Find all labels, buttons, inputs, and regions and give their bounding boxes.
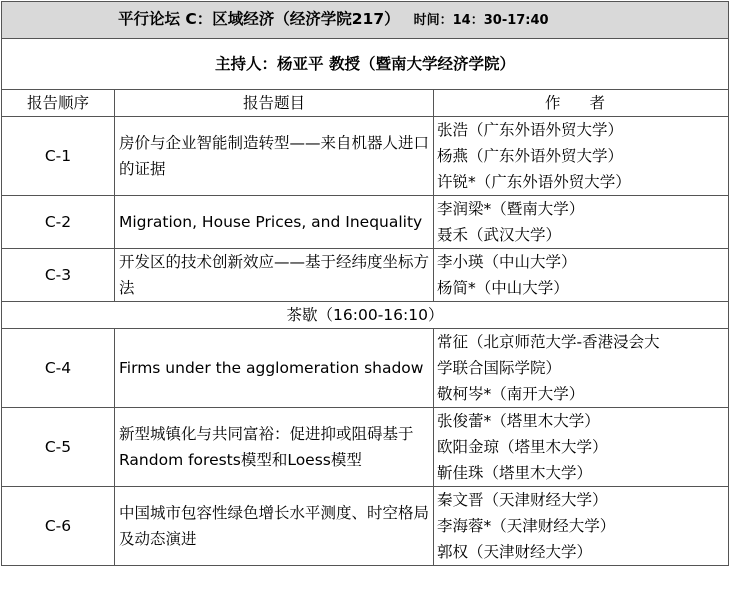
session-id: C-4	[2, 329, 115, 408]
session-topic: Firms under the agglomeration shadow	[115, 329, 434, 408]
author: 杨燕（广东外语外贸大学）	[437, 147, 624, 165]
host-row	[2, 39, 729, 90]
session-authors	[434, 329, 729, 408]
session-topic: 中国城市包容性绿色增长水平测度、时空格局及动态演进	[115, 487, 434, 566]
column-header-authors: 作 者	[434, 90, 729, 117]
session-topic: 新型城镇化与共同富裕：促进抑或阻碍基于Random forests模型和Loess模型	[115, 408, 434, 487]
session-id: C-6	[2, 487, 115, 566]
schedule-table	[1, 1, 729, 566]
author: 学联合国际学院）	[437, 359, 562, 377]
session-topic: 房价与企业智能制造转型——来自机器人进口的证据	[115, 117, 434, 196]
forum-time: 时间：14：30-17:40	[413, 13, 549, 28]
session-topic: 开发区的技术创新效应——基于经纬度坐标方法	[115, 249, 434, 302]
session-row	[2, 117, 729, 196]
session-authors	[434, 408, 729, 487]
break-row	[2, 302, 729, 329]
author: 李海蓉*（天津财经大学）	[437, 517, 616, 535]
author: 靳佳珠（塔里木大学）	[437, 464, 593, 482]
author: 郭权（天津财经大学）	[437, 543, 593, 561]
session-id: C-2	[2, 196, 115, 249]
column-header-topic: 报告题目	[115, 90, 434, 117]
session-row	[2, 329, 729, 408]
author: 聂禾（武汉大学）	[437, 226, 562, 244]
forum-title: 平行论坛 C：区域经济（经济学院217）	[118, 10, 400, 28]
session-row	[2, 408, 729, 487]
author: 李润梁*（暨南大学）	[437, 200, 585, 218]
author: 敬柯岑*（南开大学）	[437, 385, 585, 403]
host-name: 主持人：杨亚平 教授（暨南大学经济学院）	[2, 39, 729, 90]
author: 张浩（广东外语外贸大学）	[437, 121, 624, 139]
author: 张俊蕾*（塔里木大学）	[437, 412, 600, 430]
author: 秦文晋（天津财经大学）	[437, 491, 608, 509]
author: 李小瑛（中山大学）	[437, 253, 577, 271]
session-topic: Migration, House Prices, and Inequality	[115, 196, 434, 249]
column-header-row	[2, 90, 729, 117]
title-cell	[2, 2, 729, 39]
session-authors	[434, 249, 729, 302]
session-row	[2, 487, 729, 566]
author: 欧阳金琼（塔里木大学）	[437, 438, 608, 456]
session-id: C-3	[2, 249, 115, 302]
session-id: C-1	[2, 117, 115, 196]
break-label: 茶歇（16:00-16:10）	[2, 302, 729, 329]
session-authors	[434, 487, 729, 566]
author: 常征（北京师范大学-香港浸会大	[437, 333, 660, 351]
author: 杨简*（中山大学）	[437, 279, 569, 297]
session-authors	[434, 117, 729, 196]
session-authors	[434, 196, 729, 249]
title-row	[2, 2, 729, 39]
session-row	[2, 249, 729, 302]
session-row	[2, 196, 729, 249]
column-header-order: 报告顺序	[2, 90, 115, 117]
session-id: C-5	[2, 408, 115, 487]
author: 许锐*（广东外语外贸大学）	[437, 173, 631, 191]
